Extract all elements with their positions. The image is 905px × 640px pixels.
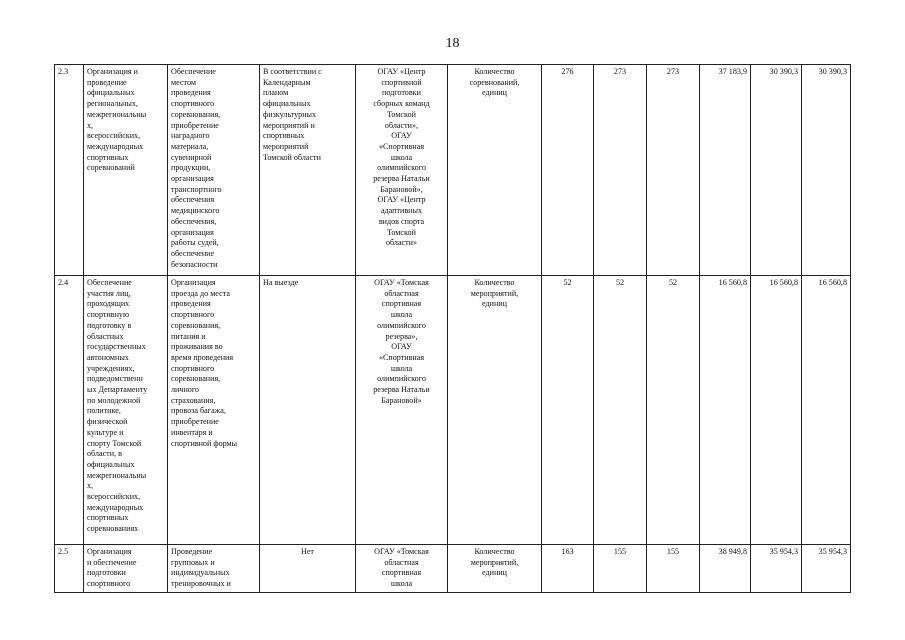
- funding-year3-cell: 30 390,3: [802, 65, 851, 276]
- event-content-cell: Обеспечение местом проведения спортивного соревнования, приобретение наградного материала, сувенирной продукции, организация транспортного обеспечения медицинского обеспечения, организация работы судей, обеспечение безопасности: [168, 65, 260, 276]
- table-row: [55, 65, 851, 276]
- funding-year2-cell: 16 560,8: [751, 276, 802, 545]
- value-year3-cell: 273: [647, 65, 700, 276]
- value-year1-cell: 163: [542, 545, 594, 593]
- funding-year2-cell: 35 954,3: [751, 545, 802, 593]
- event-content-cell: Проведение групповых и индивидуальных тренировочных и: [168, 545, 260, 593]
- basis-cell: Нет: [260, 545, 356, 593]
- event-name-cell: Организация и обеспечение подготовки спортивного: [84, 545, 168, 593]
- value-year2-cell: 155: [594, 545, 647, 593]
- value-year2-cell: 52: [594, 276, 647, 545]
- executor-cell: ОГАУ «Центр спортивной подготовки сборных команд Томской области», ОГАУ «Спортивная школа олимпийского резерва Натальи Барановой», ОГАУ «Центр адаптивных видов спорта Томской области»: [356, 65, 448, 276]
- basis-cell: На выезде: [260, 276, 356, 545]
- event-name-cell: Обеспечение участия лиц, проходящих спортивную подготовку в областных государственных автономных учреждениях, подведомственн ых Департаменту по молодежной политике, физической культуре и спорту Томской области, в официальных межрегиональны х, всероссийских, международных спортивных соревнованиях: [84, 276, 168, 545]
- basis-cell: В соответствии с Календарным планом официальных физкультурных мероприятий и спортивных мероприятий Томской области: [260, 65, 356, 276]
- funding-year3-cell: 16 560,8: [802, 276, 851, 545]
- indicator-cell: Количество мероприятий, единиц: [448, 276, 542, 545]
- event-content-cell: Организация проезда до места проведения спортивного соревнования, питания и проживания во время проведения спортивного соревнования, личного страхования, провоза багажа, приобретение инвентаря и спортивной формы: [168, 276, 260, 545]
- indicator-cell: Количество мероприятий, единиц: [448, 545, 542, 593]
- table-row: [55, 276, 851, 545]
- funding-year1-cell: 16 560,8: [700, 276, 751, 545]
- value-year1-cell: 276: [542, 65, 594, 276]
- row-index: 2.5: [55, 545, 84, 593]
- page-number: 18: [445, 36, 460, 51]
- indicator-cell: Количество соревнований, единиц: [448, 65, 542, 276]
- value-year2-cell: 273: [594, 65, 647, 276]
- value-year3-cell: 155: [647, 545, 700, 593]
- table-row: [55, 545, 851, 593]
- row-index: 2.4: [55, 276, 84, 545]
- funding-year1-cell: 37 183,9: [700, 65, 751, 276]
- row-index: 2.3: [55, 65, 84, 276]
- value-year3-cell: 52: [647, 276, 700, 545]
- program-table: [54, 64, 851, 593]
- executor-cell: ОГАУ «Томская областная спортивная школа олимпийского резерва», ОГАУ «Спортивная школа олимпийского резерва Натальи Барановой»: [356, 276, 448, 545]
- funding-year2-cell: 30 390,3: [751, 65, 802, 276]
- funding-year1-cell: 38 949,8: [700, 545, 751, 593]
- funding-year3-cell: 35 954,3: [802, 545, 851, 593]
- value-year1-cell: 52: [542, 276, 594, 545]
- event-name-cell: Организация и проведение официальных региональных, межрегиональны х, всероссийских, международных спортивных соревнований: [84, 65, 168, 276]
- executor-cell: ОГАУ «Томская областная спортивная школа: [356, 545, 448, 593]
